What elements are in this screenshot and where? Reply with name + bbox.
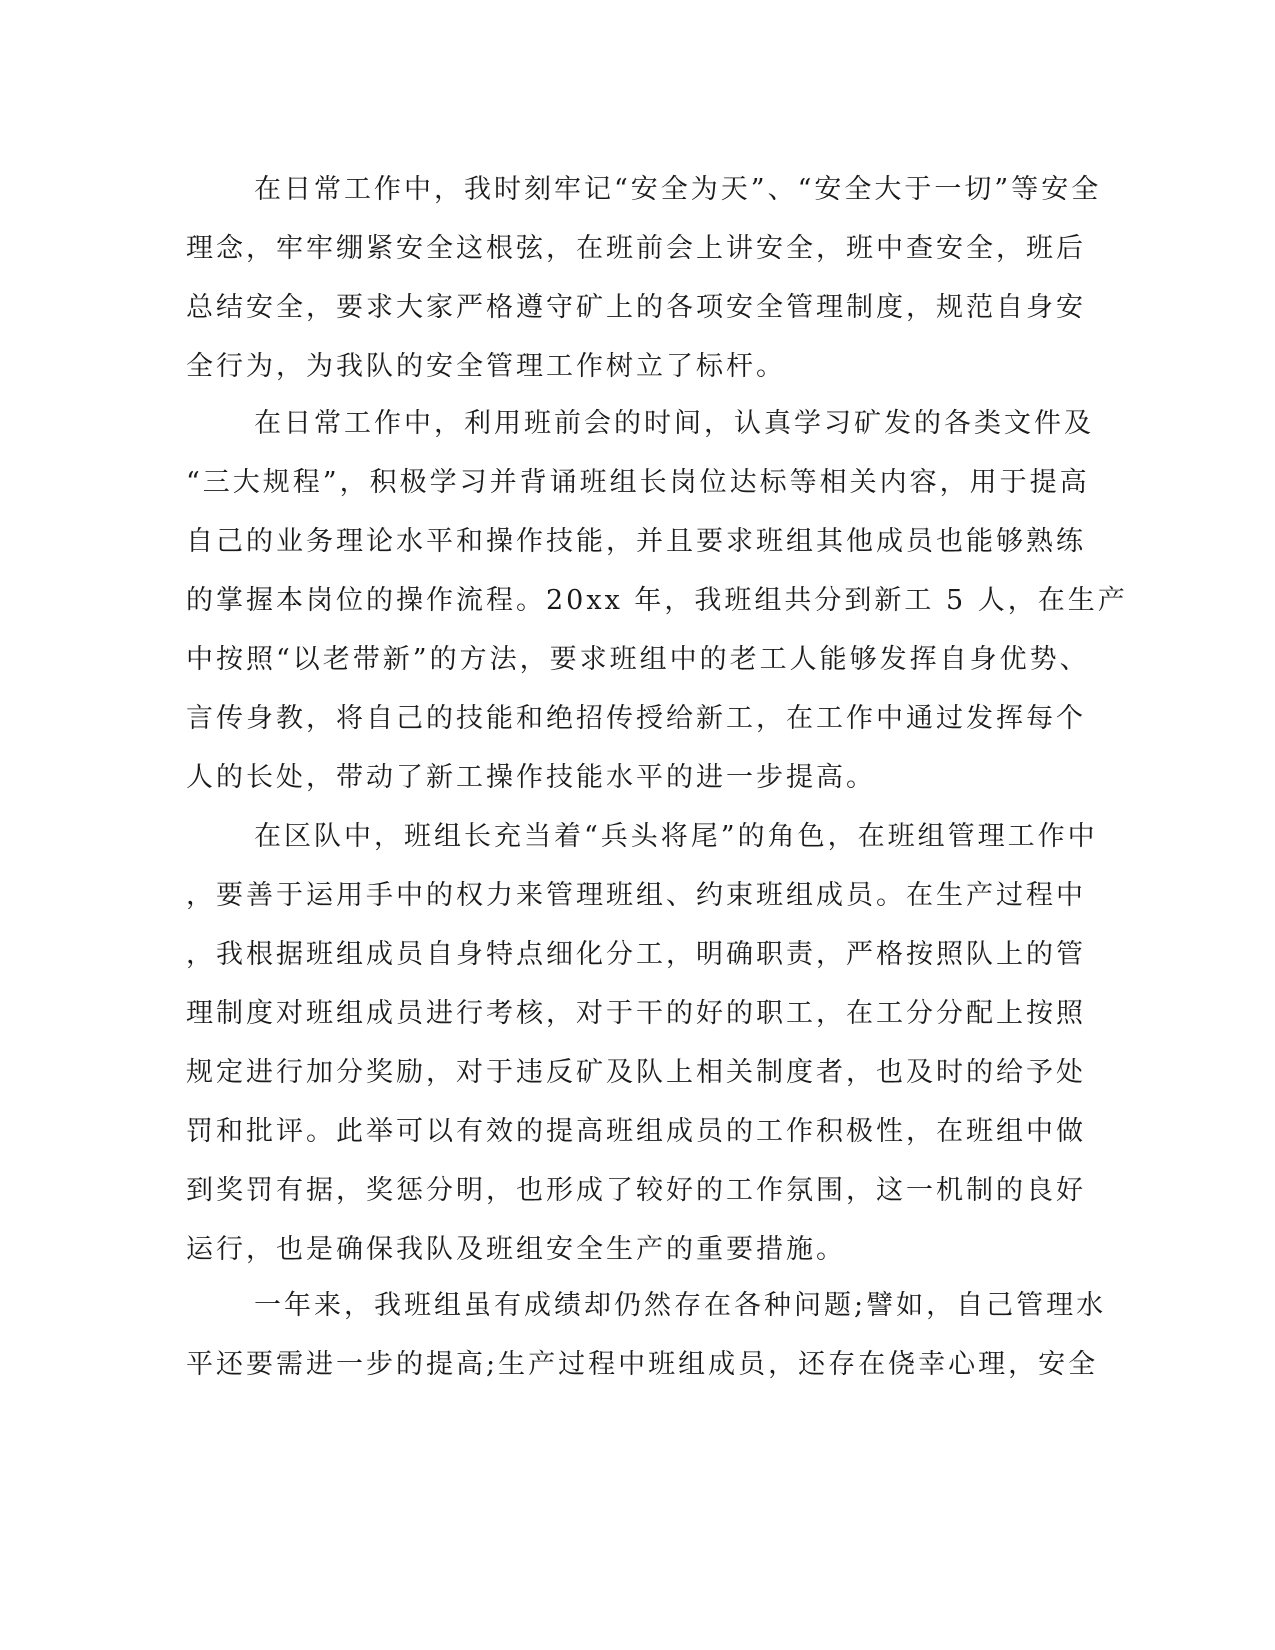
text-line: “三大规程”，积极学习并背诵班组长岗位达标等相关内容，用于提高 <box>186 467 1090 498</box>
text-line: 总结安全，要求大家严格遵守矿上的各项安全管理制度，规范自身安 <box>186 292 1086 323</box>
text-line: ，要善于运用手中的权力来管理班组、约束班组成员。在生产过程中 <box>186 880 1086 911</box>
text-line: 言传身教，将自己的技能和绝招传授给新工，在工作中通过发挥每个 <box>186 703 1086 734</box>
text-line: 运行，也是确保我队及班组安全生产的重要措施。 <box>186 1234 846 1265</box>
text-line: 规定进行加分奖励，对于违反矿及队上相关制度者，也及时的给予处 <box>186 1057 1086 1088</box>
text-line: 全行为，为我队的安全管理工作树立了标杆。 <box>186 351 786 382</box>
paragraph-study-and-training <box>186 394 1128 807</box>
paragraph-team-management <box>186 807 1098 1279</box>
paragraph-safety-awareness <box>186 160 1102 396</box>
text-line: 在日常工作中，利用班前会的时间，认真学习矿发的各类文件及 <box>254 408 1094 439</box>
paragraph-existing-problems <box>186 1276 1107 1394</box>
text-line: 平还要需进一步的提高;生产过程中班组成员，还存在侥幸心理，安全 <box>186 1349 1099 1380</box>
text-line: 理念，牢牢绷紧安全这根弦，在班前会上讲安全，班中查安全，班后 <box>186 233 1086 264</box>
text-line: 罚和批评。此举可以有效的提高班组成员的工作积极性，在班组中做 <box>186 1116 1086 1147</box>
text-line: 自己的业务理论水平和操作技能，并且要求班组其他成员也能够熟练 <box>186 526 1086 557</box>
text-line: 的掌握本岗位的操作流程。20xx 年，我班组共分到新工 5 人，在生产 <box>186 585 1128 616</box>
text-line: ，我根据班组成员自身特点细化分工，明确职责，严格按照队上的管 <box>186 939 1086 970</box>
text-line: 理制度对班组成员进行考核，对于干的好的职工，在工分分配上按照 <box>186 998 1086 1029</box>
text-line: 在日常工作中，我时刻牢记“安全为天”、“安全大于一切”等安全 <box>254 174 1102 205</box>
text-line: 中按照“以老带新”的方法，要求班组中的老工人能够发挥自身优势、 <box>186 644 1090 675</box>
text-line: 到奖罚有据，奖惩分明，也形成了较好的工作氛围，这一机制的良好 <box>186 1175 1086 1206</box>
text-line: 在区队中，班组长充当着“兵头将尾”的角色，在班组管理工作中 <box>254 821 1098 852</box>
text-line: 一年来，我班组虽有成绩却仍然存在各种问题;譬如，自己管理水 <box>254 1290 1107 1321</box>
text-line: 人的长处，带动了新工操作技能水平的进一步提高。 <box>186 762 876 793</box>
